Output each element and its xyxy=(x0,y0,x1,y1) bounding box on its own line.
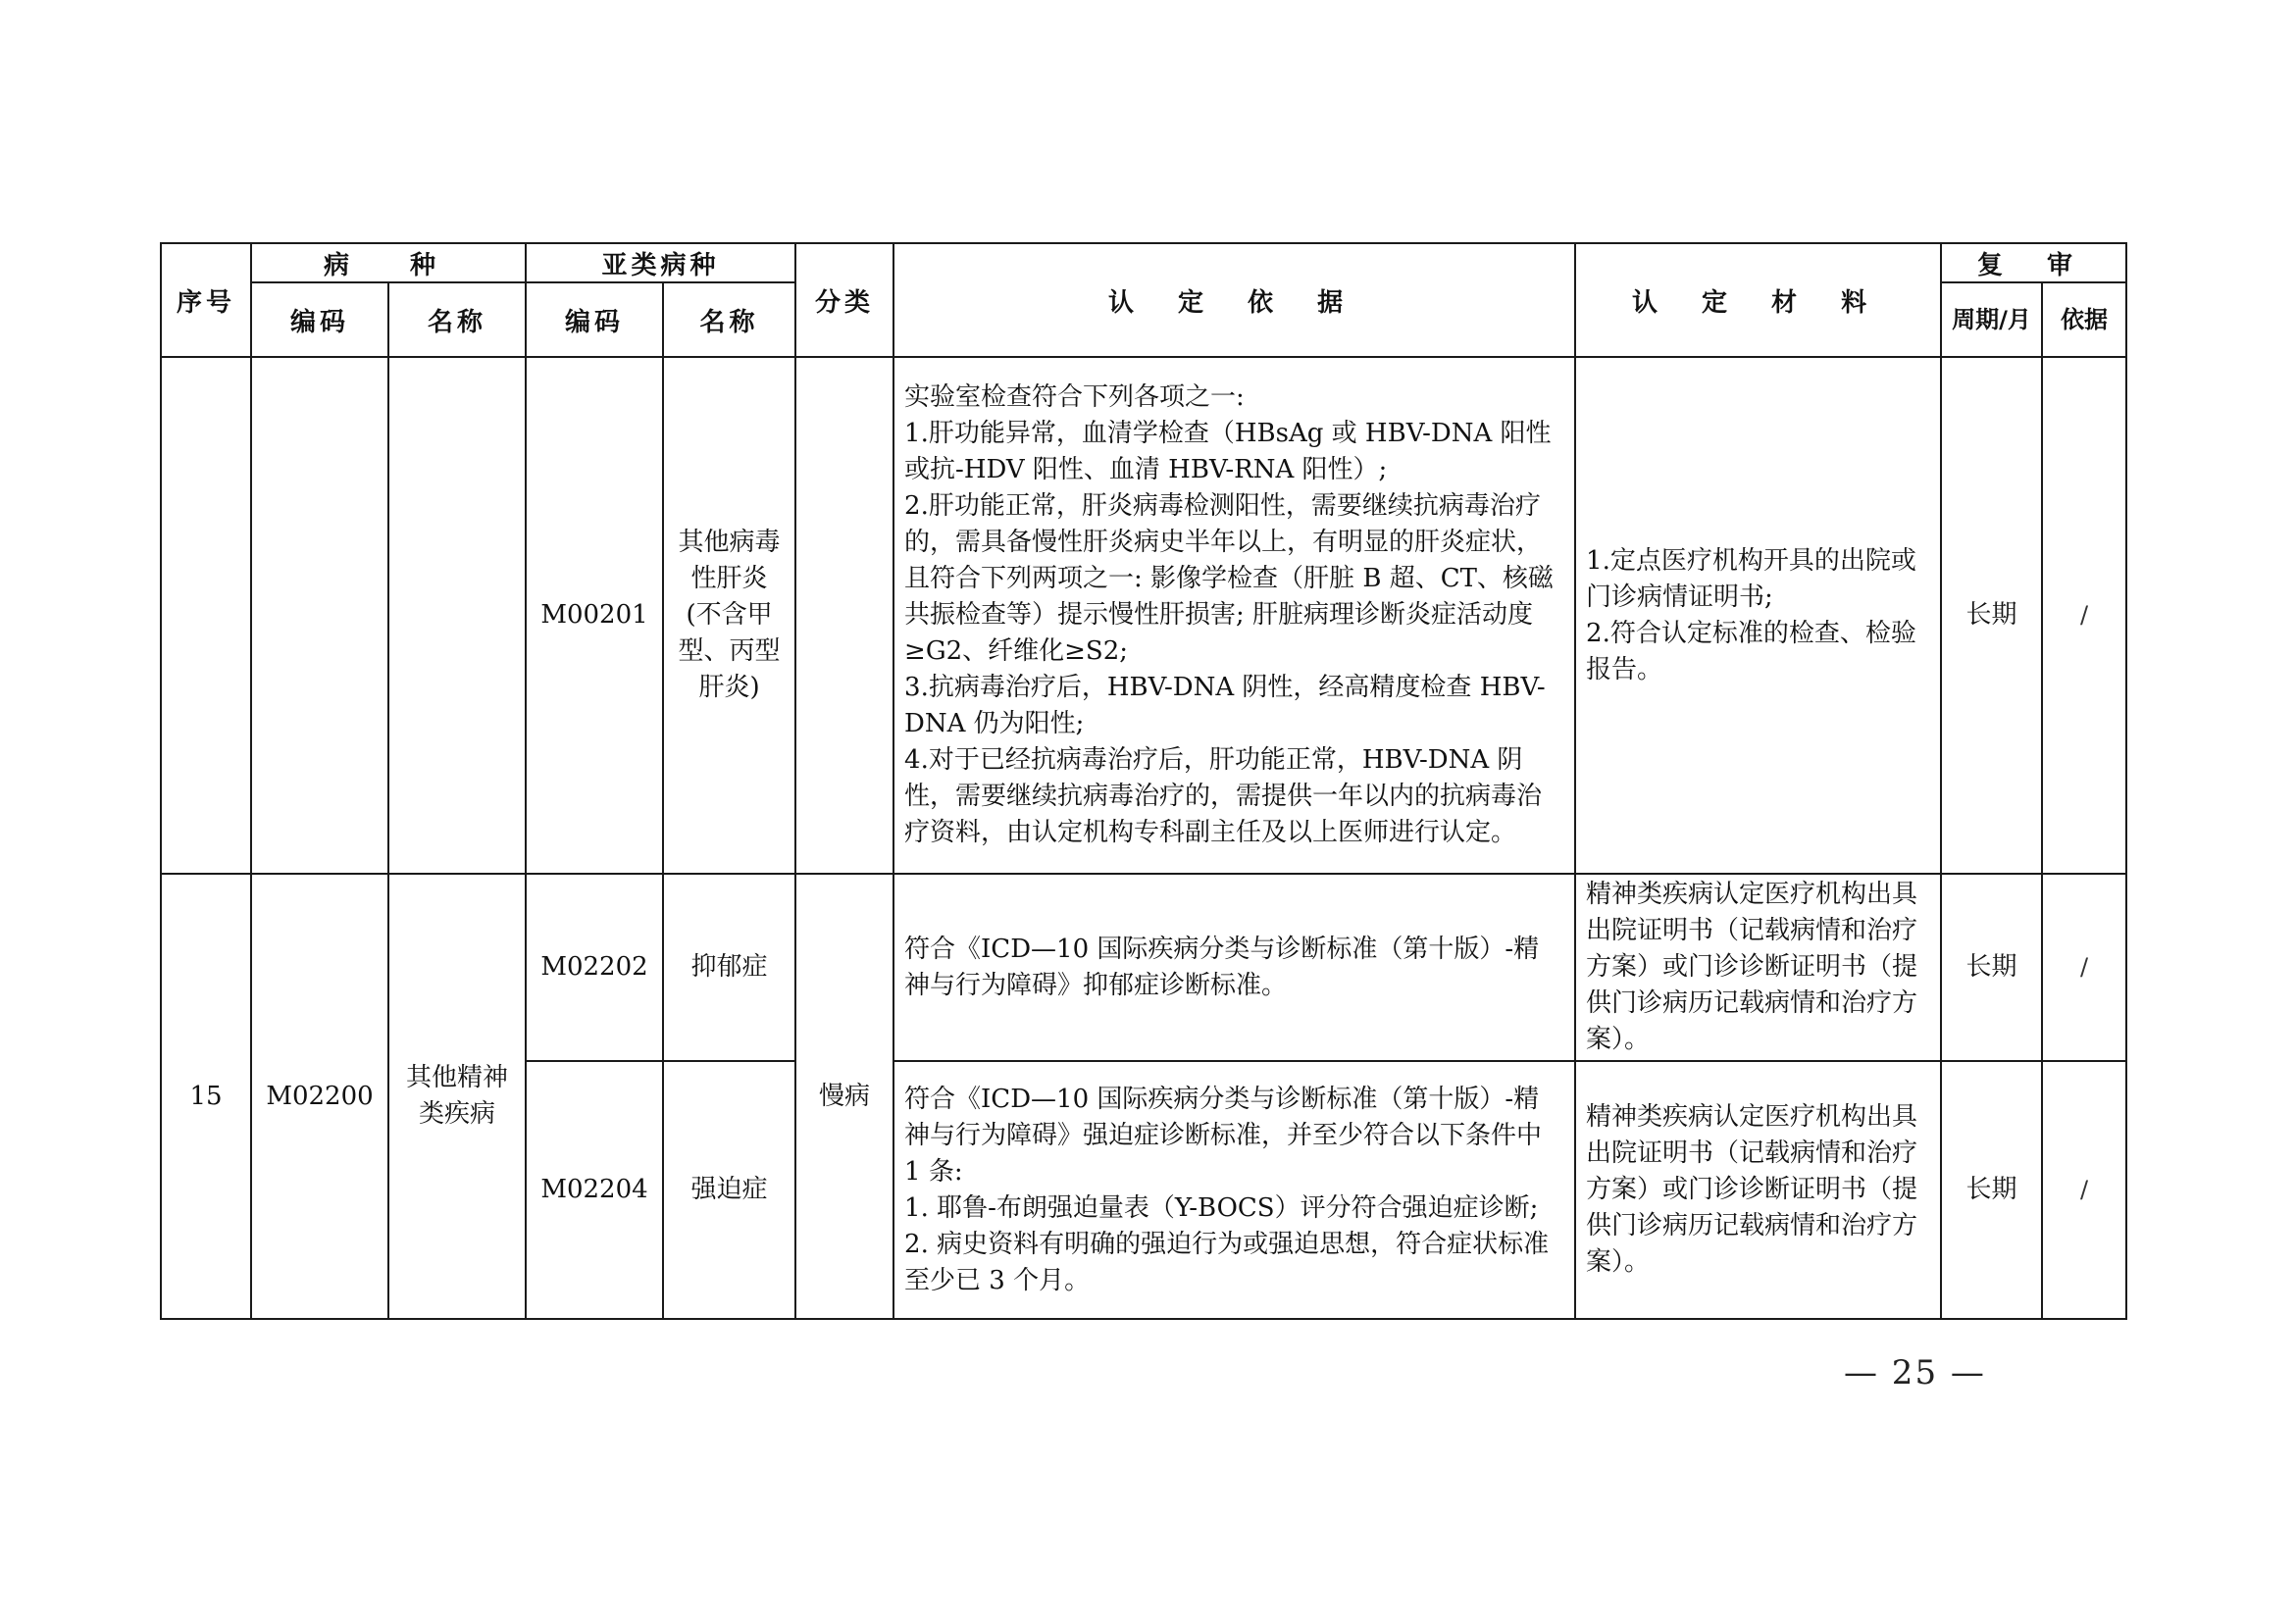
criteria-cell xyxy=(893,1061,1575,1319)
review-basis-cell: / xyxy=(2042,874,2126,1061)
review-period-cell: 长期 xyxy=(1941,1061,2042,1319)
serial-no-cell: 15 xyxy=(161,874,251,1319)
disease-name-cell xyxy=(388,357,526,874)
criteria-line: 符合《ICD—10 国际疾病分类与诊断标准（第十版）-精神与行为障碍》强迫症诊断标准，并至少符合以下条件中 1 条: xyxy=(904,1084,1543,1187)
materials-cell xyxy=(1575,874,1941,1061)
header-subtype-code: 编码 xyxy=(526,282,663,357)
page-number: — 25 — xyxy=(1844,1353,1986,1392)
table-row xyxy=(161,874,2126,1061)
disease-name: 其他精神类疾病 xyxy=(405,1063,508,1129)
criteria-line: 4.对于已经抗病毒治疗后，肝功能正常，HBV-DNA 阴性，需要继续抗病毒治疗的，需提供一年以内的抗病毒治疗资料，由认定机构专科副主任及以上医师进行认定。 xyxy=(904,745,1543,847)
criteria-line: 实验室检查符合下列各项之一: xyxy=(904,382,1245,412)
disease-criteria-table xyxy=(160,242,2127,1320)
materials-line: 精神类疾病认定医疗机构出具出院证明书（记载病情和治疗方案）或门诊诊断证明书（提供门诊病历记载病情和治疗方案）。 xyxy=(1586,880,1918,1054)
header-criteria: 认 定 依 据 xyxy=(893,243,1575,357)
header-materials: 认 定 材 料 xyxy=(1575,243,1941,357)
category-cell: 慢病 xyxy=(795,874,893,1319)
criteria-line: 2. 病史资料有明确的强迫行为或强迫思想，符合症状标准至少已 3 个月。 xyxy=(904,1229,1550,1295)
disease-name-cell xyxy=(388,874,526,1319)
subtype-code-cell: M02204 xyxy=(526,1061,663,1319)
header-subtype-group: 亚类病种 xyxy=(526,243,795,282)
criteria-line: 3.抗病毒治疗后，HBV-DNA 阴性，经高精度检查 HBV-DNA 仍为阳性; xyxy=(904,673,1546,738)
subtype-code-cell: M00201 xyxy=(526,357,663,874)
table-row xyxy=(161,357,2126,874)
disease-code-cell xyxy=(251,357,388,874)
disease-code-cell: M02200 xyxy=(251,874,388,1319)
subtype-name-cell xyxy=(663,357,795,874)
review-basis-cell: / xyxy=(2042,357,2126,874)
criteria-line: 1.肝功能异常，血清学检查（HBsAg 或 HBV-DNA 阳性或抗-HDV 阳性、血清 HBV-RNA 阳性）; xyxy=(904,419,1552,484)
header-serial-no: 序号 xyxy=(161,243,251,357)
subtype-name: 其他病毒性肝炎(不含甲型、丙型肝炎) xyxy=(678,528,781,702)
review-basis-cell: / xyxy=(2042,1061,2126,1319)
header-disease-code: 编码 xyxy=(251,282,388,357)
review-period-cell: 长期 xyxy=(1941,357,2042,874)
header-subtype-name: 名称 xyxy=(663,282,795,357)
subtype-code-cell: M02202 xyxy=(526,874,663,1061)
criteria-cell xyxy=(893,874,1575,1061)
header-disease-group: 病 种 xyxy=(251,243,526,282)
criteria-line: 符合《ICD—10 国际疾病分类与诊断标准（第十版）-精神与行为障碍》抑郁症诊断标准。 xyxy=(904,934,1540,1000)
header-disease-name: 名称 xyxy=(388,282,526,357)
review-period-cell: 长期 xyxy=(1941,874,2042,1061)
criteria-line: 1. 耶鲁-布朗强迫量表（Y-BOCS）评分符合强迫症诊断; xyxy=(904,1192,1539,1223)
materials-line: 1.定点医疗机构开具的出院或门诊病情证明书; xyxy=(1586,545,1916,612)
subtype-name-cell: 强迫症 xyxy=(663,1061,795,1319)
header-review-group: 复 审 xyxy=(1941,243,2126,282)
criteria-line: 2.肝功能正常，肝炎病毒检测阳性，需要继续抗病毒治疗的，需具备慢性肝炎病史半年以上，有明显的肝炎症状，且符合下列两项之一: 影像学检查（肝脏 B 超、CT、核磁共振检查等）提示慢性肝损害; 肝脏病理诊断炎症活动度≥G2、纤维化≥S2; xyxy=(904,491,1554,666)
materials-line: 2.符合认定标准的检查、检验报告。 xyxy=(1586,618,1916,684)
materials-cell xyxy=(1575,1061,1941,1319)
serial-no-cell xyxy=(161,357,251,874)
header-review-basis: 依据 xyxy=(2042,282,2126,357)
materials-line: 精神类疾病认定医疗机构出具出院证明书（记载病情和治疗方案）或门诊诊断证明书（提供门诊病历记载病情和治疗方案）。 xyxy=(1586,1102,1918,1277)
category-cell xyxy=(795,357,893,874)
subtype-name-cell: 抑郁症 xyxy=(663,874,795,1061)
criteria-cell xyxy=(893,357,1575,874)
header-review-period: 周期/月 xyxy=(1941,282,2042,357)
materials-cell xyxy=(1575,357,1941,874)
header-category: 分类 xyxy=(795,243,893,357)
